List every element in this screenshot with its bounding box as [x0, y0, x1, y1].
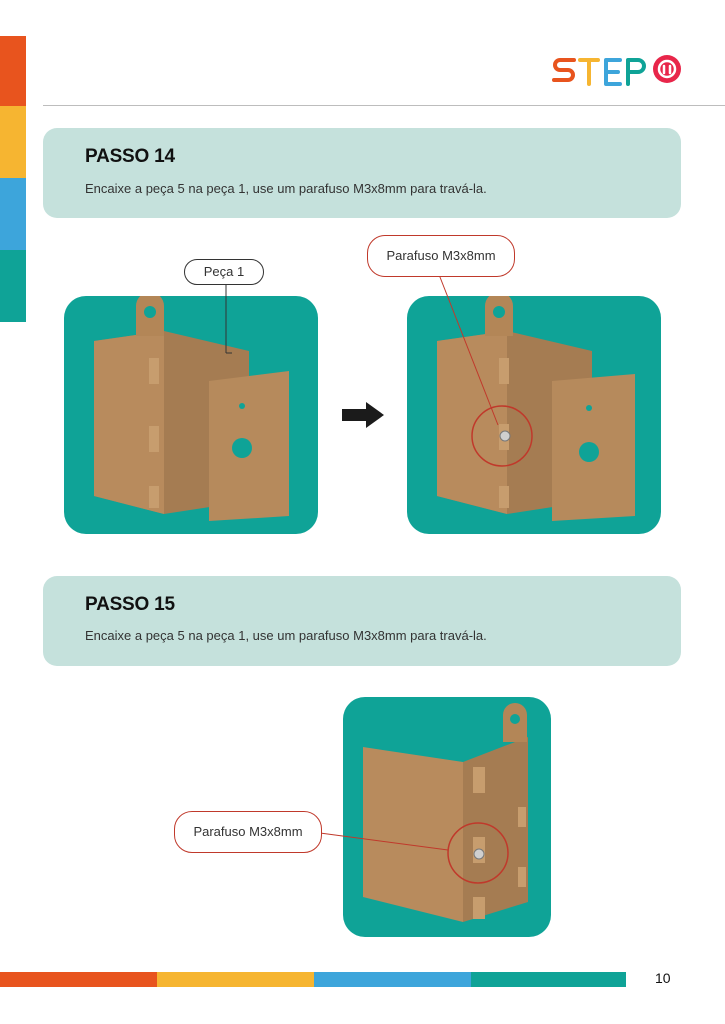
- step-15-instruction: Encaixe a peça 5 na peça 1, use um parafuso M3x8mm para travá-la.: [85, 628, 487, 643]
- bottom-bar-blue: [314, 972, 471, 987]
- step-15-box: [43, 576, 681, 666]
- callout-piece-1-label: Peça 1: [203, 264, 245, 279]
- callout-screw-15: [174, 811, 322, 853]
- page-number: 10: [655, 970, 671, 986]
- step-14-photo-before: [64, 296, 318, 534]
- callout-screw-14: [367, 235, 515, 277]
- bottom-bar-orange: [0, 972, 157, 987]
- side-bar-yellow: [0, 106, 26, 178]
- arrow-right-icon: [342, 402, 384, 428]
- step-15-photo: [343, 697, 551, 937]
- side-bar-orange: [0, 36, 26, 106]
- callout-piece-1: [184, 259, 264, 285]
- side-bar-teal: [0, 250, 26, 322]
- step-14-title: PASSO 14: [85, 146, 175, 167]
- bottom-bar-teal: [471, 972, 626, 987]
- side-bar-blue: [0, 178, 26, 250]
- callout-screw-15-label: Parafuso M3x8mm: [193, 824, 303, 839]
- step-logo: [552, 50, 692, 92]
- callout-screw-14-label: Parafuso M3x8mm: [386, 248, 496, 263]
- step-15-title: PASSO 15: [85, 594, 175, 615]
- header-divider: [43, 105, 725, 106]
- step-14-instruction: Encaixe a peça 5 na peça 1, use um parafuso M3x8mm para travá-la.: [85, 181, 487, 196]
- bottom-bar-yellow: [157, 972, 314, 987]
- step-14-photo-after: [407, 296, 661, 534]
- step-14-box: [43, 128, 681, 218]
